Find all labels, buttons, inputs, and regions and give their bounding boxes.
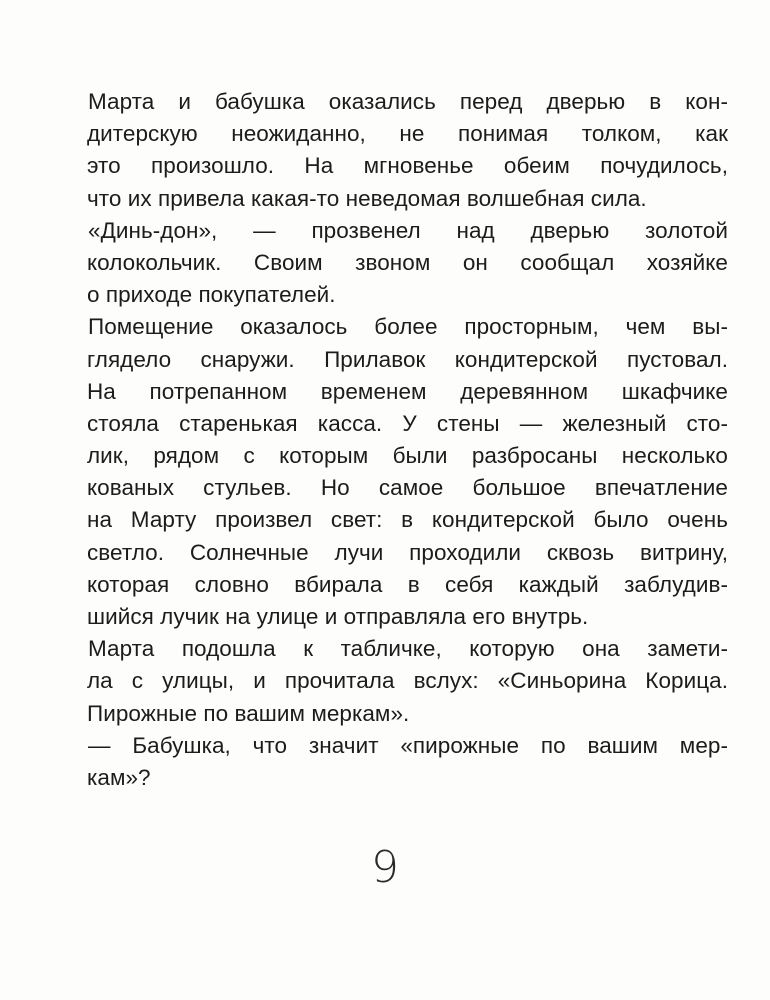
body-text (88, 86, 728, 794)
text-line: лик, рядом с которым были разбросаны несколько (87, 443, 728, 469)
text-line: кованых стульев. Но самое большое впечатление (87, 475, 728, 501)
paragraph (88, 311, 728, 633)
text-line: глядело снаружи. Прилавок кондитерской пустовал. (87, 346, 728, 372)
text-line: Помещение оказалось более просторным, чем вы- (88, 314, 728, 340)
text-line: на Марту произвел свет: в кондитерской было очень (87, 507, 728, 533)
text-line: колокольчик. Своим звоном он сообщал хозяйке (87, 249, 728, 275)
text-line: о приходе покупателей. (87, 282, 336, 308)
text-line: Марта и бабушка оказались перед дверью в кон- (88, 89, 728, 114)
text-line: шийся лучик на улице и отправляла его внутрь. (87, 604, 589, 629)
paragraph (88, 730, 728, 794)
page-number: 9 (371, 842, 399, 893)
paragraph (88, 633, 728, 730)
text-line: стояла старенькая касса. У стены — железный сто- (87, 410, 728, 436)
text-line: — Бабушка, что значит «пирожные по вашим мер- (88, 732, 728, 758)
text-line: дитерскую неожиданно, не понимая толком, как (87, 121, 728, 147)
text-line: светло. Солнечные лучи проходили сквозь витрину, (87, 539, 728, 565)
text-line: На потрепанном временем деревянном шкафчике (87, 378, 728, 404)
text-line: которая словно вбирала в себя каждый заблудив- (87, 571, 728, 597)
text-line: это произошло. На мгновенье обеим почудилось, (87, 153, 728, 179)
paragraph (88, 86, 728, 215)
text-line: кам»? (87, 764, 151, 790)
paragraph (88, 215, 728, 312)
text-line: «Динь-дон», — прозвенел над дверью золотой (88, 217, 728, 243)
text-line: что их привела какая-то неведомая волшебная сила. (87, 185, 647, 211)
text-line: Пирожные по вашим меркам». (87, 700, 410, 726)
text-line: Марта подошла к табличке, которую она замети- (88, 636, 728, 662)
text-line: ла с улицы, и прочитала вслух: «Синьорина Корица. (87, 668, 728, 694)
